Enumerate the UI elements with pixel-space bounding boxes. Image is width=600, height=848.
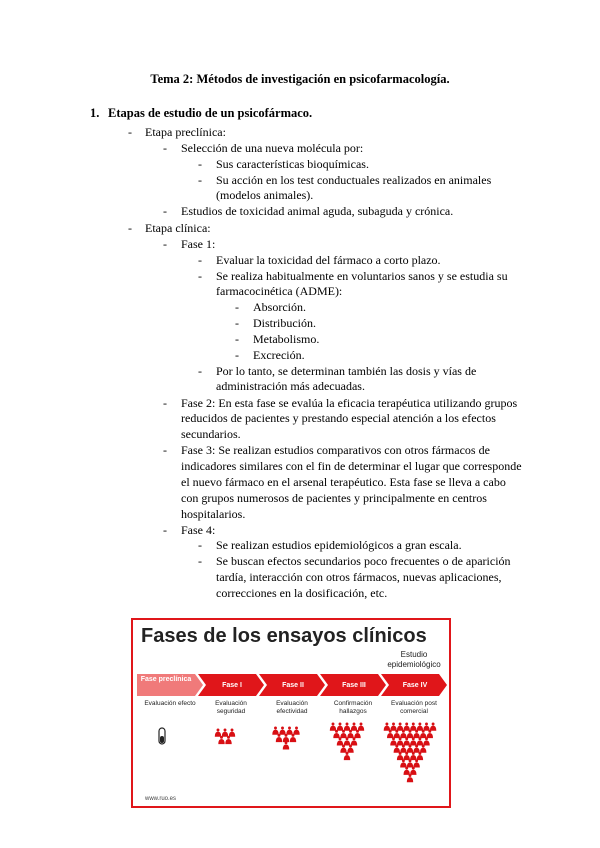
- person-icon: [413, 745, 419, 753]
- person-icon: [283, 734, 289, 742]
- outline-line: indicadores similares con el fin de determinar el lugar que corresponde: [181, 459, 522, 473]
- person-icon: [400, 730, 406, 738]
- figure-title: Fases de los ensayos clínicos: [141, 625, 427, 647]
- person-icon: [423, 737, 429, 745]
- person-icon: [397, 723, 403, 731]
- figure-subtitle: Estudio epidemiológico: [387, 650, 441, 669]
- outline-line: Se buscan efectos secundarios poco frecuentes o de aparición: [216, 554, 511, 568]
- person-icon: [420, 730, 426, 738]
- person-icon: [407, 759, 413, 767]
- person-icon: [407, 730, 413, 738]
- bullet-dash: -: [163, 141, 167, 155]
- person-icon: [404, 723, 410, 731]
- person-icon: [333, 730, 339, 738]
- person-icon: [351, 723, 357, 731]
- bullet-dash: -: [235, 332, 239, 346]
- bullet-dash: -: [198, 364, 202, 378]
- phase-description: Evaluación seguridad: [215, 700, 247, 715]
- outline-line: Se realiza habitualmente en voluntarios sanos y se estudia su: [216, 269, 508, 283]
- person-icon: [407, 745, 413, 753]
- person-icon: [344, 723, 350, 731]
- outline-line: Distribución.: [253, 316, 316, 330]
- outline-line: Fase 1:: [181, 237, 216, 251]
- bullet-dash: -: [235, 300, 239, 314]
- outline-line: secundarios.: [181, 427, 241, 441]
- outline-line: Etapa clínica:: [145, 221, 211, 235]
- figure-footer: www.ruo.es: [145, 796, 177, 802]
- person-icon: [358, 723, 364, 731]
- outline-line: Por lo tanto, se determinan también las dosis y vías de: [216, 364, 477, 378]
- bullet-dash: -: [198, 538, 202, 552]
- person-icon: [417, 723, 423, 731]
- phase-description: Confirmación hallazgos: [333, 700, 373, 715]
- person-icon: [413, 759, 419, 767]
- person-icon: [337, 723, 343, 731]
- clinical-trials-figure: [131, 618, 451, 808]
- person-icon: [218, 736, 224, 744]
- person-icon: [397, 752, 403, 760]
- outline-line: Estudios de toxicidad animal aguda, subaguda y crónica.: [181, 204, 454, 218]
- outline-line: el nuevo fármaco en el arsenal terapéutico. Esta fase se lleva a cabo: [181, 475, 506, 489]
- person-icon: [427, 730, 433, 738]
- phase-label: Fase preclínica: [140, 676, 192, 683]
- outline-line: Fase 2: En esta fase se evalúa la eficacia terapéutica utilizando grupos: [181, 396, 518, 410]
- person-icon: [272, 727, 278, 735]
- person-icon: [354, 730, 360, 738]
- bullet-dash: -: [235, 348, 239, 362]
- person-icon: [400, 745, 406, 753]
- person-icon: [410, 737, 416, 745]
- bullet-dash: -: [198, 253, 202, 267]
- person-icon: [430, 723, 436, 731]
- bullet-dash: -: [198, 269, 202, 283]
- person-icon: [222, 729, 228, 737]
- bullet-dash: -: [128, 221, 132, 235]
- phase-label: Fase IV: [402, 682, 428, 689]
- phase-label: Fase III: [342, 682, 366, 689]
- outline-line: (modelos animales).: [216, 188, 314, 202]
- outline-line: Excreción.: [253, 348, 305, 362]
- bullet-dash: -: [163, 396, 167, 410]
- person-icon: [330, 723, 336, 731]
- person-icon: [390, 723, 396, 731]
- person-icon: [417, 752, 423, 760]
- person-icon: [400, 759, 406, 767]
- person-icon: [404, 737, 410, 745]
- outline-line: Absorción.: [253, 300, 306, 314]
- person-icon: [283, 741, 289, 749]
- person-icon: [215, 729, 221, 737]
- person-icon: [340, 730, 346, 738]
- person-icon: [410, 752, 416, 760]
- phase-description: Evaluación post comercial: [391, 700, 437, 715]
- bullet-dash: -: [163, 204, 167, 218]
- person-icon: [225, 736, 231, 744]
- phase-label: Fase II: [282, 682, 304, 689]
- bullet-dash: -: [198, 554, 202, 568]
- person-icon: [279, 727, 285, 735]
- outline-line: administración más adecuadas.: [216, 379, 365, 393]
- person-icon: [420, 745, 426, 753]
- outline-line: Evaluar la toxicidad del fármaco a corto plazo.: [216, 253, 441, 267]
- page-title: Tema 2: Métodos de investigación en psicofarmacología.: [150, 72, 450, 86]
- person-icon: [413, 730, 419, 738]
- outline-line: reducidos de pacientes y prestando especial atención a los efectos: [181, 411, 496, 425]
- outline-line: Metabolismo.: [253, 332, 320, 346]
- person-icon: [390, 737, 396, 745]
- person-icon: [417, 737, 423, 745]
- person-icon: [340, 745, 346, 753]
- person-icon: [276, 734, 282, 742]
- person-icon: [293, 727, 299, 735]
- person-icon: [397, 737, 403, 745]
- outline-line: Fase 4:: [181, 523, 216, 537]
- bullet-dash: -: [163, 237, 167, 251]
- person-icon: [394, 730, 400, 738]
- outline-line: Etapa preclínica:: [145, 125, 226, 139]
- person-icon: [344, 737, 350, 745]
- bullet-dash: -: [198, 173, 202, 187]
- bullet-dash: -: [163, 443, 167, 457]
- person-icon: [337, 737, 343, 745]
- person-icon: [407, 774, 413, 782]
- person-icon: [347, 745, 353, 753]
- person-icon: [384, 723, 390, 731]
- person-icon: [394, 745, 400, 753]
- section-heading: [90, 106, 312, 121]
- section-number: 1.: [90, 106, 100, 120]
- outline-line: hospitalarios.: [181, 507, 246, 521]
- person-icon: [423, 723, 429, 731]
- phase-label: Fase I: [222, 682, 242, 689]
- person-icon: [351, 737, 357, 745]
- outline-line: Sus características bioquímicas.: [216, 157, 369, 171]
- person-icon: [410, 767, 416, 775]
- person-icon: [347, 730, 353, 738]
- outline-line: Fase 3: Se realizan estudios comparativos con otros fármacos de: [181, 443, 490, 457]
- bullet-dash: -: [198, 157, 202, 171]
- phase-description: Evaluación efectividad: [276, 700, 308, 715]
- person-icon: [229, 729, 235, 737]
- outline-line: Selección de una nueva molécula por:: [181, 141, 364, 155]
- person-icon: [404, 752, 410, 760]
- person-icon: [410, 723, 416, 731]
- person-icon: [387, 730, 393, 738]
- bullet-dash: -: [235, 316, 239, 330]
- outline-line: farmacocinética (ADME):: [216, 284, 343, 298]
- bullet-dash: -: [128, 125, 132, 139]
- test-tube-liquid: [160, 736, 164, 743]
- section-title: Etapas de estudio de un psicofármaco.: [108, 106, 313, 120]
- person-icon: [290, 734, 296, 742]
- bullet-dash: -: [163, 523, 167, 537]
- outline-line: Se realizan estudios epidemiológicos a gran escala.: [216, 538, 462, 552]
- outline-line: tardía, interacción con otros fármacos, nuevas aplicaciones,: [216, 570, 502, 584]
- person-icon: [286, 727, 292, 735]
- outline-line: Su acción en los test conductuales realizados en animales: [216, 173, 492, 187]
- outline-line: correcciones en la dosificación, etc.: [216, 586, 388, 600]
- phase-description: Evaluación efecto: [144, 700, 196, 707]
- person-icon: [344, 752, 350, 760]
- outline-line: con grupos numerosos de pacientes y principalmente en centros: [181, 491, 487, 505]
- person-icon: [404, 767, 410, 775]
